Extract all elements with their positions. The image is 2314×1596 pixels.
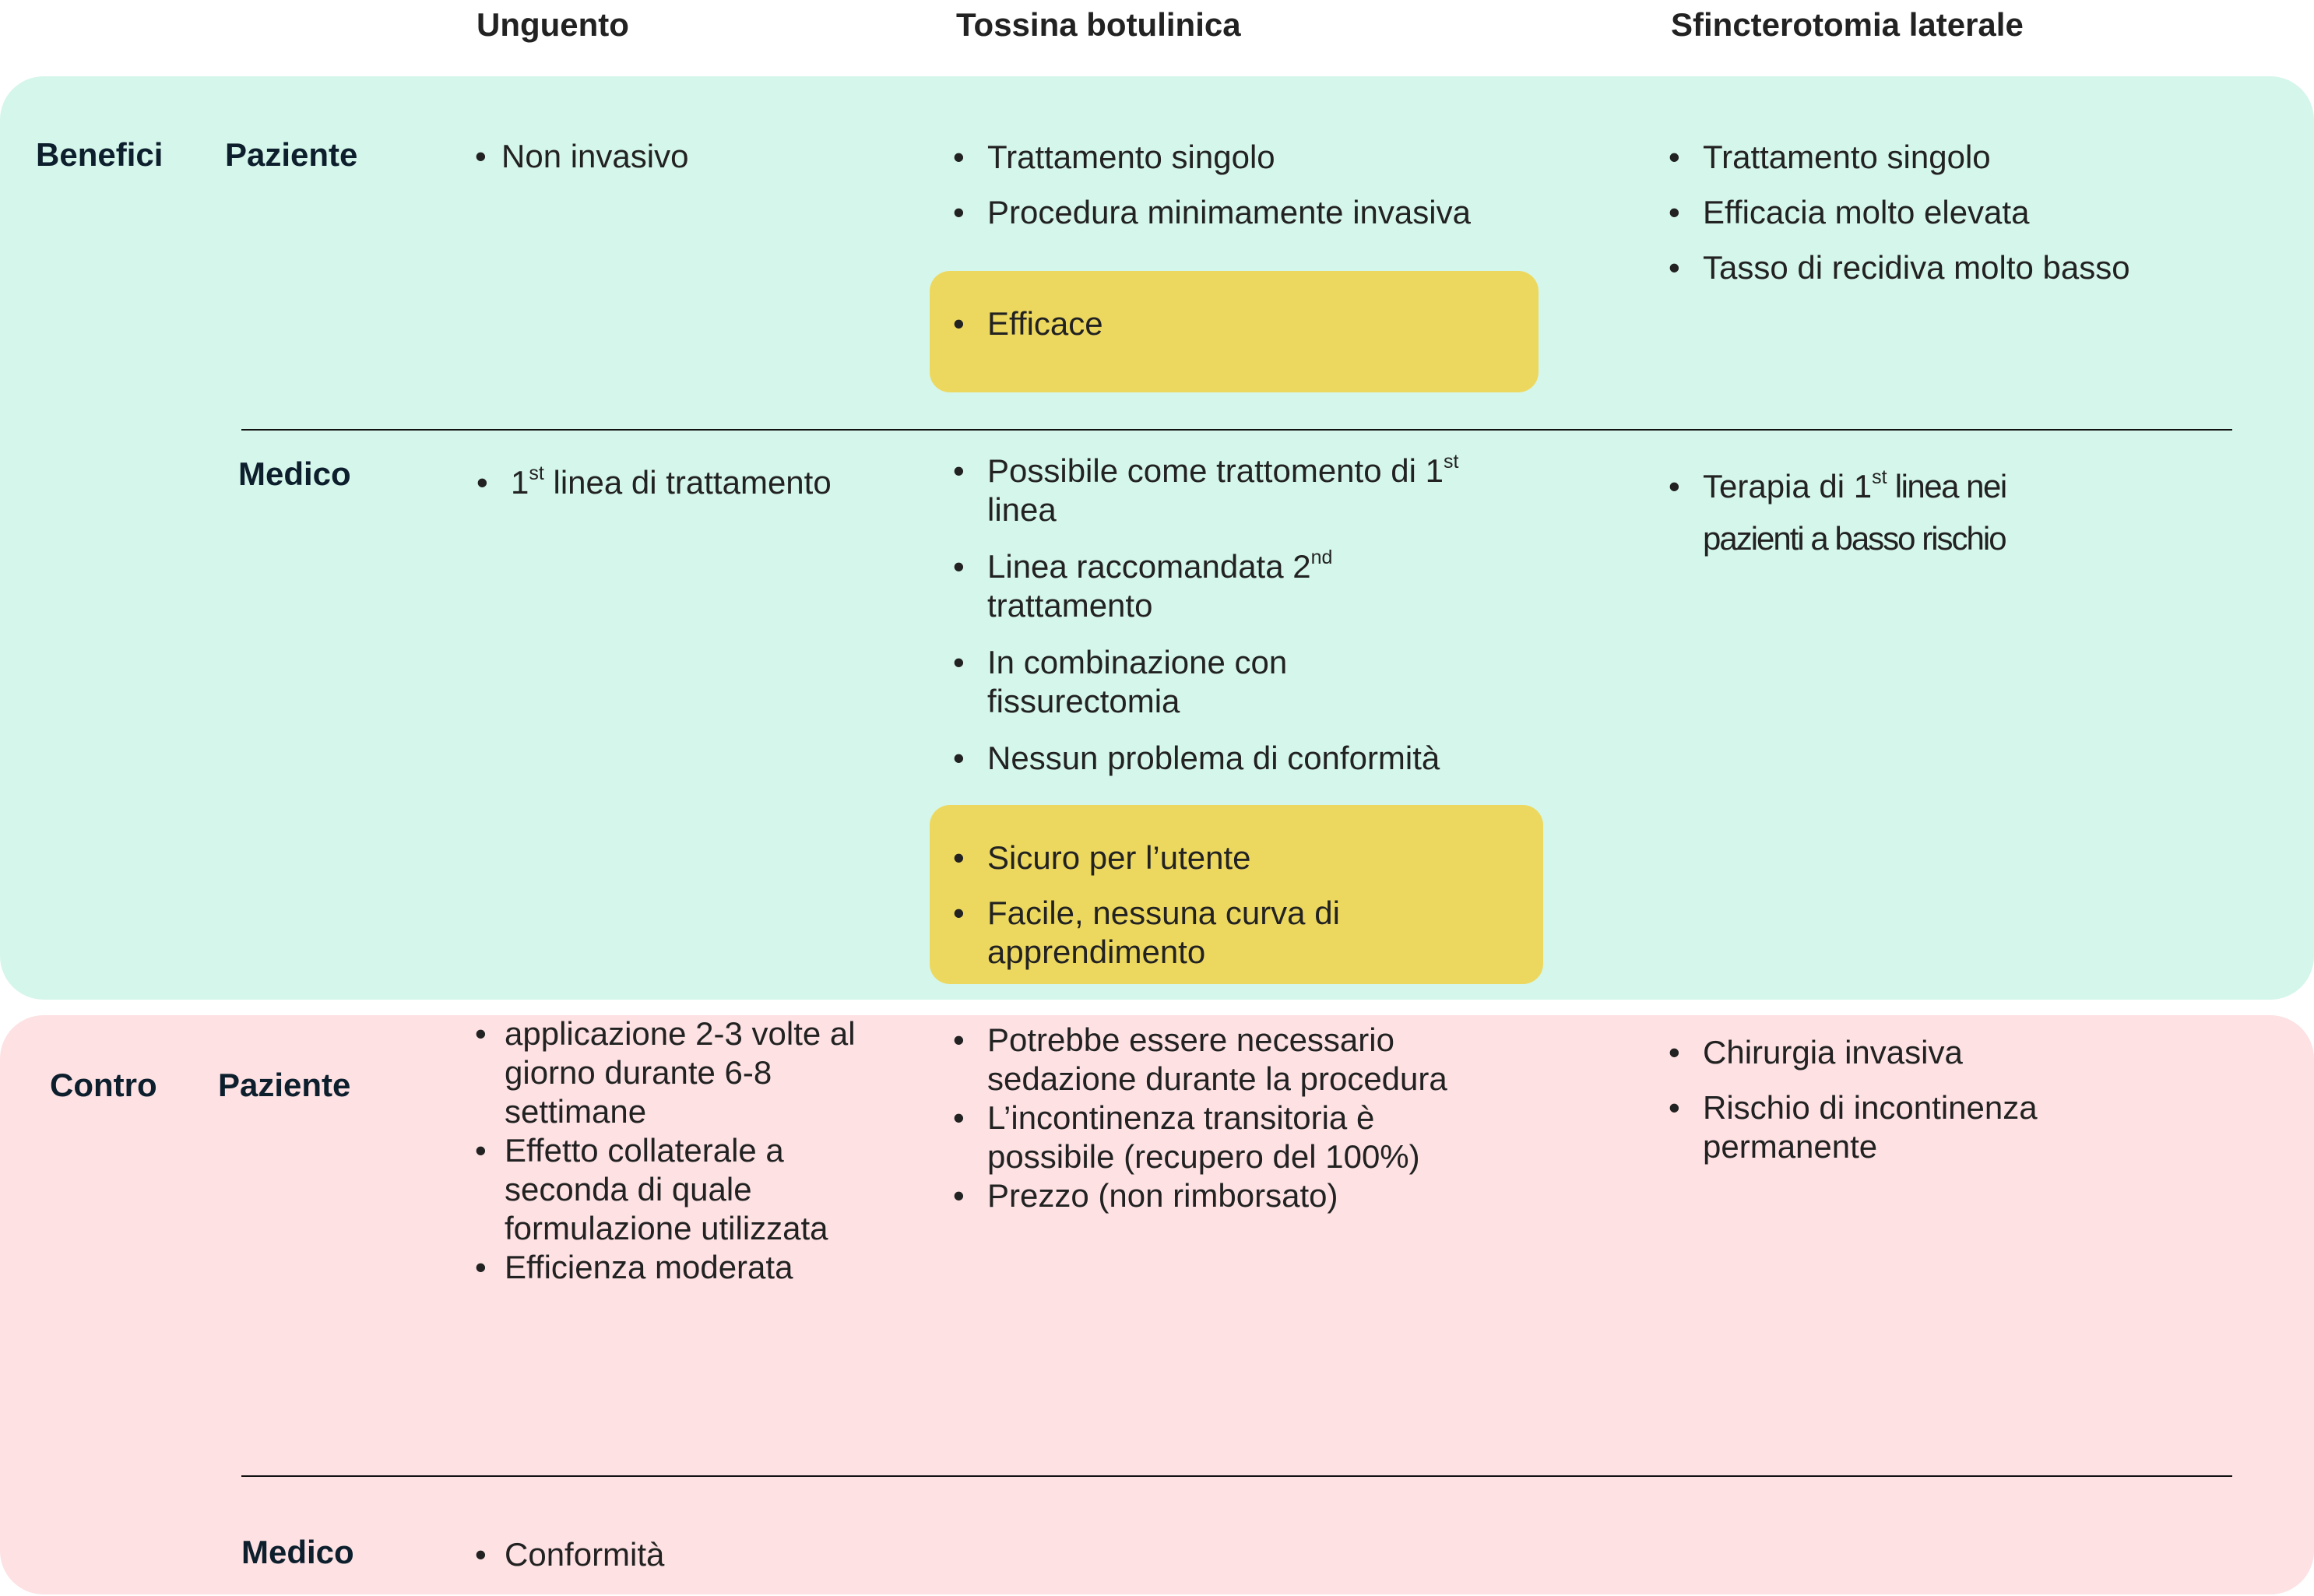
contro-paziente-tossina-list xyxy=(953,1021,1451,1215)
list-item: • Rischio di incontinenza permanente xyxy=(1669,1088,2105,1166)
list-item: • Prezzo (non rimborsato) xyxy=(953,1176,1451,1215)
benefici-paziente-unguento-list xyxy=(475,137,911,176)
list-item: • Conformità xyxy=(475,1535,911,1574)
item-superscript: st xyxy=(1443,451,1459,473)
list-item: • Effetto collaterale a seconda di quale formulazione utilizzata xyxy=(475,1131,895,1248)
list-item: • Efficace xyxy=(953,304,1545,343)
item-text: linea xyxy=(987,491,1057,528)
contro-medico-unguento-list xyxy=(475,1535,911,1574)
item-text: Terapia di 1 xyxy=(1703,468,1873,504)
list-item: • Efficacia molto elevata xyxy=(1669,193,2229,232)
list-item xyxy=(477,463,913,502)
list-item: • Procedura minimamente invasiva xyxy=(953,193,1545,232)
item-text: Possibile come trattomento di 1 xyxy=(987,452,1444,489)
list-item: • Trattamento singolo xyxy=(953,138,1545,177)
item-text-continued: pazienti a basso rischio xyxy=(1703,520,2006,557)
list-item xyxy=(953,643,1392,721)
divider-contro-paziente-medico xyxy=(241,1475,2232,1477)
benefici-paziente-tossina-highlight-list xyxy=(953,304,1545,343)
list-item: • Tasso di recidiva molto basso xyxy=(1669,248,2229,287)
column-header-tossina-botulinica: Tossina botulinica xyxy=(956,6,1241,43)
list-item: • Efficienza moderata xyxy=(475,1248,895,1287)
item-text: 1 xyxy=(511,464,529,501)
list-item: • Trattamento singolo xyxy=(1669,138,2229,177)
row-label-contro-paziente: Paziente xyxy=(218,1067,351,1103)
item-text: In combinazione con fissurectomia xyxy=(987,644,1288,719)
section-label-contro: Contro xyxy=(50,1067,157,1103)
divider-benefici-paziente-medico xyxy=(241,429,2232,431)
list-item: • applicazione 2-3 volte al giorno durante 6-8 settimane xyxy=(475,1014,895,1131)
list-item xyxy=(1669,460,2151,564)
item-text: Linea raccomandata 2 xyxy=(987,548,1311,585)
item-text: Nessun problema di conformità xyxy=(987,740,1440,776)
item-superscript: nd xyxy=(1310,547,1333,568)
list-item: • Facile, nessuna curva di apprendimento xyxy=(953,894,1459,972)
list-item xyxy=(953,547,1423,625)
row-label-benefici-paziente: Paziente xyxy=(225,136,358,173)
item-superscript: st xyxy=(529,462,544,484)
list-item: • Potrebbe essere necessario sedazione durante la procedura xyxy=(953,1021,1454,1099)
item-superscript: st xyxy=(1872,466,1887,488)
section-label-benefici: Benefici xyxy=(36,136,164,173)
list-item xyxy=(953,452,1529,529)
item-text: linea nei xyxy=(1887,468,2006,504)
item-text: linea di trattamento xyxy=(543,464,832,501)
column-header-sfinterotomia-laterale: Sfincterotomia laterale xyxy=(1671,6,2024,43)
benefici-medico-sfinterotomia-list xyxy=(1669,460,2151,564)
contro-paziente-unguento-list xyxy=(475,1014,895,1287)
row-label-benefici-medico: Medico xyxy=(238,455,351,492)
list-item xyxy=(953,739,1529,778)
row-label-contro-medico: Medico xyxy=(241,1534,354,1570)
benefici-medico-unguento-list xyxy=(477,463,913,502)
column-header-unguento: Unguento xyxy=(477,6,629,43)
list-item: • L’incontinenza transitoria è possibile (recupero del 100%) xyxy=(953,1099,1423,1176)
benefici-medico-tossina-highlight-list xyxy=(953,838,1459,972)
list-item: • Non invasivo xyxy=(475,137,911,176)
item-text: trattamento xyxy=(987,587,1153,624)
benefici-paziente-tossina-list xyxy=(953,138,1545,232)
benefici-paziente-sfinterotomia-list xyxy=(1669,138,2229,287)
contro-paziente-sfinterotomia-list xyxy=(1669,1033,2105,1166)
list-item: • Chirurgia invasiva xyxy=(1669,1033,2105,1072)
benefici-medico-tossina-list xyxy=(953,452,1529,778)
list-item: • Sicuro per l’utente xyxy=(953,838,1459,877)
